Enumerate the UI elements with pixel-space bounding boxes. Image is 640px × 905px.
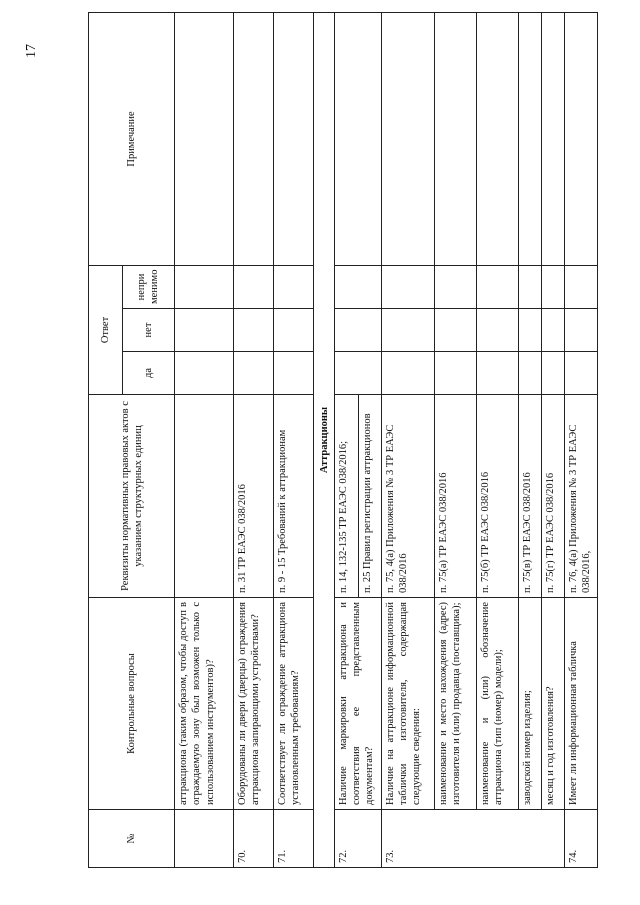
row-num: 71. [274,810,314,868]
table-row [234,12,274,867]
row-num: 70. [234,810,274,868]
note-cell[interactable] [335,12,382,265]
row-num [175,810,234,868]
answer-na-cell[interactable] [565,265,598,308]
sub-requisites: п. 75(в) ТР ЕАЭС 038/2016 [518,395,541,598]
row-question: Имеет ли информационная табличка [565,598,598,810]
answer-na-cell[interactable] [541,265,564,308]
row-question: Наличие на аттракционе информационной таблички изготовителя, содержащая следующие сведения: [381,598,434,810]
answer-no-cell[interactable] [335,309,382,352]
sub-question: месяц и год изготовления? [541,598,564,810]
note-cell[interactable] [565,12,598,265]
answer-yes-cell[interactable] [541,352,564,395]
row-requisites: п. 25 Правил регистрации аттракционов [358,395,381,598]
answer-yes-cell[interactable] [381,352,434,395]
answer-yes-cell[interactable] [518,352,541,395]
note-cell[interactable] [274,12,314,265]
header-note: Примечание [89,12,175,265]
answer-no-cell[interactable] [274,309,314,352]
sub-row [541,12,564,867]
header-question: Контрольные вопросы [89,598,175,810]
header-answer: Ответ [89,265,123,394]
answer-yes-cell[interactable] [335,352,382,395]
section-row [314,12,335,867]
header-na: непри менимо [122,265,175,308]
table-row [274,12,314,867]
table-row [565,12,598,867]
sub-requisites: п. 75(г) ТР ЕАЭС 038/2016 [541,395,564,598]
header-row-1 [89,12,123,867]
answer-yes-cell[interactable] [274,352,314,395]
row-requisites: п. 75, 4(а) Приложения № 3 ТР ЕАЭС 038/2016 [381,395,434,598]
sub-row [476,12,518,867]
answer-no-cell[interactable] [476,309,518,352]
table-row [381,12,434,867]
answer-no-cell[interactable] [541,309,564,352]
row-requisites: п. 14, 132-135 ТР ЕАЭС 038/2016; [335,395,358,598]
answer-no-cell[interactable] [565,309,598,352]
note-cell[interactable] [434,12,476,265]
sub-requisites: п. 75(а) ТР ЕАЭС 038/2016 [434,395,476,598]
answer-no-cell[interactable] [381,309,434,352]
row-requisites: п. 9 - 15 Требований к аттракционам [274,395,314,598]
answer-na-cell[interactable] [476,265,518,308]
row-requisites [175,395,234,598]
section-title: Аттракционы [314,12,335,867]
answer-na-cell[interactable] [274,265,314,308]
note-cell[interactable] [476,12,518,265]
page-number: 17 [24,44,39,58]
rotated-table-wrapper [88,13,598,868]
note-cell[interactable] [381,12,434,265]
answer-no-cell[interactable] [175,309,234,352]
sub-row [518,12,541,867]
answer-no-cell[interactable] [518,309,541,352]
row-num: 72. [335,810,382,868]
answer-yes-cell[interactable] [234,352,274,395]
answer-na-cell[interactable] [234,265,274,308]
row-question: Соответствует ли ограждение аттракциона установленным требованиям? [274,598,314,810]
header-requisites: Реквизиты нормативных правовых актов с указанием структурных единиц [89,395,175,598]
sub-question: наименование и место нахождения (адрес) изготовителя и (или) продавца (поставщика); [434,598,476,810]
answer-na-cell[interactable] [434,265,476,308]
row-num: 74. [565,810,598,868]
row-num: 73. [381,810,564,868]
checklist-table [88,12,598,868]
answer-na-cell[interactable] [175,265,234,308]
sub-question: заводской номер изделия; [518,598,541,810]
answer-no-cell[interactable] [434,309,476,352]
sub-question: наименование и (или) обозначение аттракциона (тип (номер) модели); [476,598,518,810]
header-yes: да [122,352,175,395]
answer-no-cell[interactable] [234,309,274,352]
row-question: Наличие маркировки аттракциона и соответствия ее представленным документам? [335,598,382,810]
header-no: нет [122,309,175,352]
table-row [335,12,358,867]
answer-na-cell[interactable] [335,265,382,308]
answer-yes-cell[interactable] [434,352,476,395]
answer-yes-cell[interactable] [476,352,518,395]
table-row [175,12,234,867]
note-cell[interactable] [175,12,234,265]
answer-na-cell[interactable] [518,265,541,308]
note-cell[interactable] [518,12,541,265]
answer-yes-cell[interactable] [175,352,234,395]
sub-requisites: п. 75(б) ТР ЕАЭС 038/2016 [476,395,518,598]
answer-na-cell[interactable] [381,265,434,308]
answer-yes-cell[interactable] [565,352,598,395]
sub-row [434,12,476,867]
row-question: Оборудованы ли двери (дверцы) ограждения аттракциона запирающими устройствами? [234,598,274,810]
row-requisites: п. 76, 4(а) Приложения № 3 ТР ЕАЭС 038/2016, [565,395,598,598]
row-requisites: п. 31 ТР ЕАЭС 038/2016 [234,395,274,598]
row-question: аттракциона (таким образом, чтобы доступ в ограждаемую зону был возможен только с использованием инструментов)? [175,598,234,810]
header-num: № [89,810,175,868]
note-cell[interactable] [234,12,274,265]
note-cell[interactable] [541,12,564,265]
